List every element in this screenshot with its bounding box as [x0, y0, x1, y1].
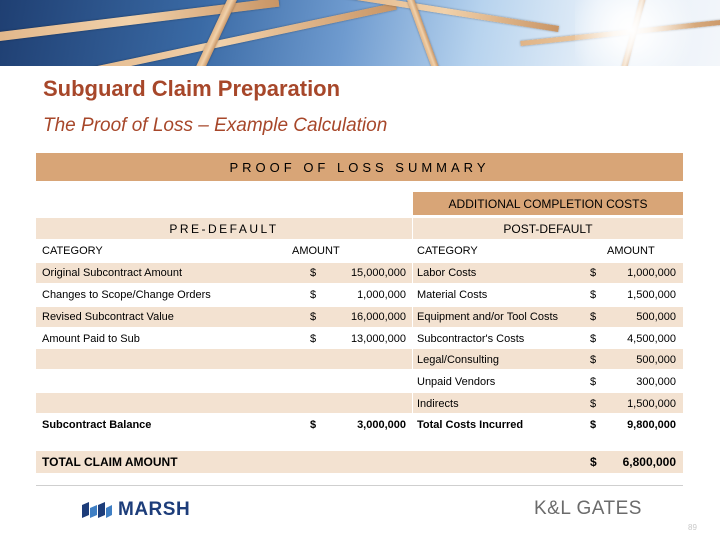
post-default-category: Indirects	[417, 398, 459, 410]
sun-glare	[575, 0, 715, 66]
total-costs-label: Total Costs Incurred	[417, 419, 524, 431]
post-default-amount: 500,000	[636, 354, 676, 366]
marsh-logo-icon	[82, 502, 112, 518]
currency-symbol: $	[310, 289, 317, 301]
pre-default-amount: 13,000,000	[350, 333, 406, 345]
row-background	[36, 349, 412, 369]
pre-default-category: Changes to Scope/Change Orders	[42, 289, 211, 301]
currency-symbol: $	[590, 289, 597, 301]
left-amount-header: AMOUNT	[292, 245, 340, 257]
post-default-category: Subcontractor's Costs	[417, 333, 525, 345]
total-claim-label: TOTAL CLAIM AMOUNT	[42, 455, 178, 469]
post-default-amount: 1,500,000	[627, 289, 676, 301]
currency-symbol: $	[590, 455, 597, 469]
post-default-category: Legal/Consulting	[417, 354, 499, 366]
total-claim-amount: 6,800,000	[622, 455, 676, 469]
currency-symbol: $	[310, 333, 317, 345]
additional-costs-heading: ADDITIONAL COMPLETION COSTS	[413, 192, 683, 215]
klgates-logo: K&L GATES	[534, 498, 642, 519]
proof-of-loss-heading: PROOF OF LOSS SUMMARY	[36, 153, 683, 181]
currency-symbol: $	[590, 267, 597, 279]
pre-default-category: Original Subcontract Amount	[42, 267, 183, 279]
currency-symbol: $	[310, 419, 317, 431]
right-amount-header: AMOUNT	[607, 245, 655, 257]
row-background	[36, 393, 412, 413]
post-default-amount: 1,500,000	[627, 398, 676, 410]
subcontract-balance-label: Subcontract Balance	[42, 419, 152, 431]
pre-default-category: Revised Subcontract Value	[42, 311, 174, 323]
right-category-header: CATEGORY	[417, 245, 478, 257]
slide-title: Subguard Claim Preparation	[43, 76, 341, 101]
pre-default-category: Amount Paid to Sub	[42, 333, 140, 345]
post-default-category: Equipment and/or Tool Costs	[417, 311, 559, 323]
header-photo	[0, 0, 720, 66]
marsh-logo	[82, 499, 190, 521]
post-default-amount: 500,000	[636, 311, 676, 323]
currency-symbol: $	[310, 267, 317, 279]
subcontract-balance-amount: 3,000,000	[357, 419, 406, 431]
currency-symbol: $	[590, 311, 597, 323]
post-default-amount: 300,000	[636, 376, 676, 388]
post-default-category: Labor Costs	[417, 267, 477, 279]
total-costs-amount: 9,800,000	[627, 419, 676, 431]
post-default-heading: POST-DEFAULT	[413, 218, 683, 239]
currency-symbol: $	[590, 419, 597, 431]
pre-default-amount: 16,000,000	[350, 311, 406, 323]
page-number: 89	[688, 523, 697, 532]
marsh-logo-text: MARSH	[118, 499, 191, 520]
pre-default-amount: 1,000,000	[357, 289, 406, 301]
slide-subtitle: The Proof of Loss – Example Calculation	[43, 115, 388, 136]
currency-symbol: $	[590, 376, 597, 388]
currency-symbol: $	[310, 311, 317, 323]
currency-symbol: $	[590, 354, 597, 366]
post-default-category: Unpaid Vendors	[417, 376, 496, 388]
post-default-amount: 4,500,000	[627, 333, 676, 345]
currency-symbol: $	[590, 398, 597, 410]
post-default-category: Material Costs	[417, 289, 488, 301]
currency-symbol: $	[590, 333, 597, 345]
post-default-amount: 1,000,000	[627, 267, 676, 279]
pre-default-heading: PRE-DEFAULT	[36, 218, 412, 239]
left-category-header: CATEGORY	[42, 245, 103, 257]
footer-divider	[36, 485, 683, 486]
pre-default-amount: 15,000,000	[350, 267, 406, 279]
